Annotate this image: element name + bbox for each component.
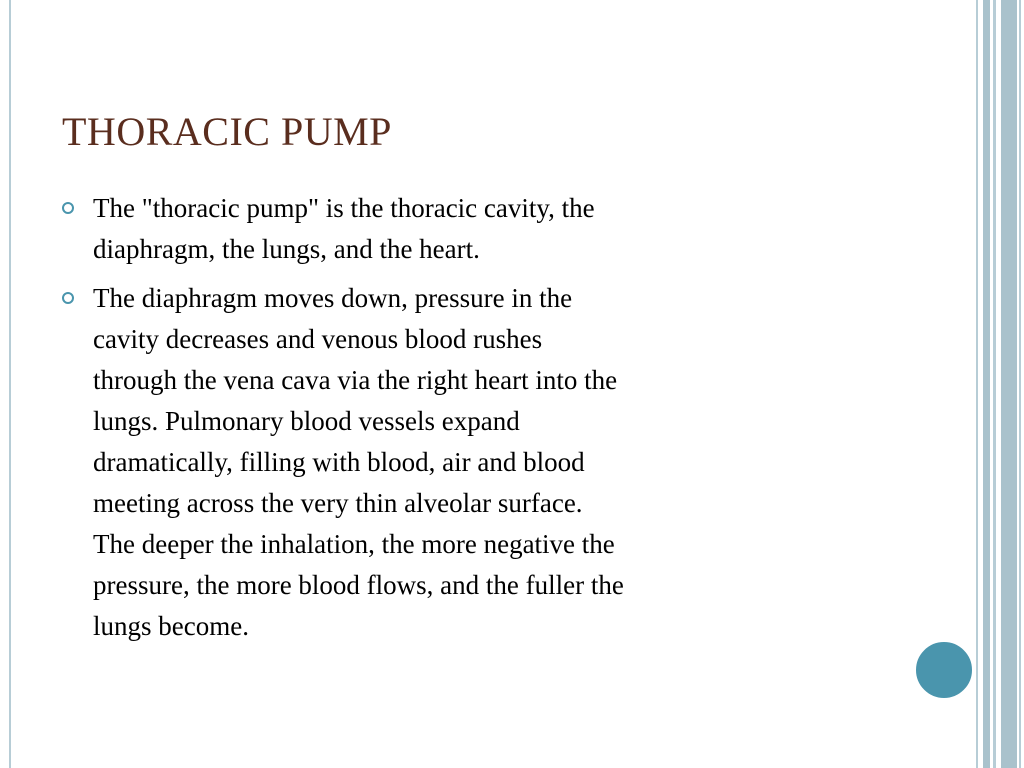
frame-left-line (9, 0, 11, 768)
right-band (1019, 0, 1021, 768)
bullet-item (62, 278, 892, 647)
bullet-text: The diaphragm moves down, pressure in the cavity decreases and venous blood rushes through the vena cava via the right heart into the lungs. Pulmonary blood vessels expand dramatically, filling with blood, air and blood meeting across the very thin alveolar surface. The deeper the inhalation, the more negative the pressure, the more blood flows, and the fuller the lungs become. (93, 283, 624, 641)
right-band (976, 0, 978, 768)
accent-circle-icon (913, 639, 975, 701)
right-band (1001, 0, 1017, 768)
bullet-list (62, 188, 892, 655)
right-band (993, 0, 996, 768)
slide-title: THORACIC PUMP (62, 109, 392, 154)
bullet-circle-icon (62, 292, 74, 304)
bullet-text: The "thoracic pump" is the thoracic cavity, the diaphragm, the lungs, and the heart. (93, 193, 595, 264)
right-band (983, 0, 990, 768)
bullet-circle-icon (62, 202, 74, 214)
bullet-item (62, 188, 892, 270)
